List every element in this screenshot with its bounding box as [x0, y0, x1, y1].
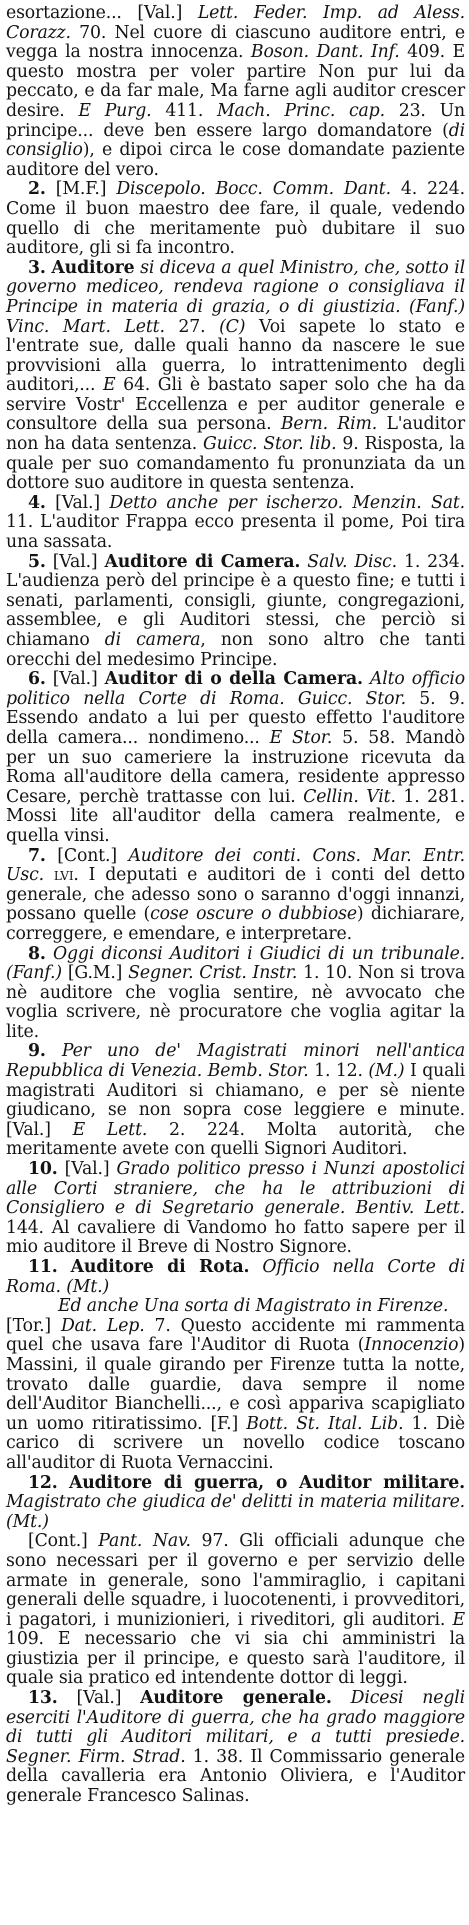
sense-number: 8.: [28, 943, 46, 964]
body-text: 109. E necessario che vi sia chi amministri la giustizia per il principe, e questo sarà l'auditore, il quale sia pratico ed intendente dottor di leggi.: [6, 1629, 465, 1689]
italic-text: Segner. Crist. Instr.: [128, 963, 298, 984]
body-text: 5. 9. Essendo andato a lui per questo effetto l'auditore della camera... nondimeno...: [6, 688, 465, 748]
italic-text: Bott. St. Ital. Lib.: [246, 1413, 404, 1434]
italic-text: (C): [219, 316, 246, 337]
entry-paragraph-p11b: [6, 1297, 465, 1317]
body-text: [44, 865, 54, 885]
body-text: 1. Diè carico di scrivere un novello codice toscano all'auditor di Ruota Vernaccini.: [6, 1413, 465, 1473]
body-text: ) dichiarare, correggere, e emendare, e interpretare.: [6, 904, 465, 944]
entry-paragraph-p6: [6, 670, 465, 846]
headword: Auditor di o della Camera.: [104, 669, 363, 690]
body-text: [Val.]: [57, 1688, 141, 1709]
sense-number: 13.: [28, 1688, 58, 1709]
sense-number: 10.: [28, 1159, 58, 1180]
italic-text: si diceva a quel Ministro, che, sotto il governo mediceo, rendeva ragione o consigliava il Principe in materia di grazia, o di giustizia. (Fanf.) Vinc. Mart. Lett.: [6, 257, 466, 337]
sense-number: 2.: [28, 179, 46, 200]
entry-paragraph-p13: [6, 1689, 465, 1807]
sense-number: 4.: [28, 492, 46, 513]
body-text: 27.: [164, 316, 220, 337]
body-text: 23. Un principe... deve ben essere largo domandatore (: [6, 100, 465, 141]
entry-paragraph-p12b: [6, 1532, 465, 1689]
body-text: [332, 1688, 351, 1708]
entry-paragraph-p4: [6, 494, 465, 553]
body-text: 1. 12.: [308, 1061, 369, 1082]
body-text: 411.: [151, 100, 218, 121]
entry-paragraph-p9: [6, 1042, 465, 1160]
italic-text: Lett. Feder. Imp. ad Aless. Corazz.: [6, 3, 465, 43]
sense-number: 11.: [28, 1257, 58, 1277]
body-text: ) Massini, il quale girando per Firenze tutta la notte, trovato dalle guardie, dava sempre il nome dell'Auditor Bianchelli..., e così appariva scapigliato un uomo ritiratissimo. [F.]: [6, 1335, 465, 1434]
body-text: L'auditor non ha data sentenza.: [6, 414, 465, 455]
italic-text: Discepolo. Bocc. Comm. Dant.: [116, 179, 391, 200]
italic-text: di consiglio: [6, 120, 465, 161]
body-text: esortazione... [Val.]: [6, 3, 198, 23]
italic-text: E Purg.: [78, 100, 152, 121]
body-text: [M.F.]: [45, 179, 117, 200]
body-text: [Cont.]: [28, 1531, 99, 1552]
italic-text: di camera: [104, 630, 201, 650]
entry-paragraph-p10: [6, 1160, 465, 1258]
italic-text: Grado politico presso i Nunzi apostolici alle Corti straniere, che ha le attribuzioni di Consigliero e di Segretario generale. Bentiv. Lett.: [6, 1159, 465, 1219]
entry-paragraph-p8: [6, 945, 465, 1043]
italic-text: Innocenzio: [364, 1335, 459, 1356]
italic-text: Alto officio politico nella Corte di Roma. Guicc. Stor.: [6, 669, 465, 709]
body-text: 409. E questo mostra per voler partire Non pur lui da peccato, e da far male, Ma farne agli auditor crescer desire.: [6, 42, 465, 121]
italic-text: Salv. Disc.: [307, 551, 398, 572]
italic-text: E: [452, 1609, 465, 1630]
sense-number: 5.: [28, 551, 46, 572]
body-text: 11. L'auditor Frappa ecco presenta il pome, Poi tira una sassata.: [6, 512, 465, 553]
headword: Auditore di Rota.: [70, 1257, 250, 1277]
italic-text: E: [102, 375, 116, 396]
smallcaps-text: lvi: [53, 865, 74, 886]
body-text: 1. 38. Il Commissario generale della cavalleria era Antonio Oliviera, e l'Auditor generale Francesco Salinas.: [6, 1746, 466, 1807]
body-text: . I deputati e auditori de i conti del detto generale, che adesso sono o saranno d'oggi innanzi, possano quelle (: [6, 865, 465, 925]
italic-text: Guicc. Stor. lib.: [202, 434, 337, 455]
body-text: [249, 1257, 262, 1277]
sense-number: 7.: [28, 845, 46, 866]
italic-text: Auditore dei conti. Cons. Mar. Entr. Usc.: [6, 845, 465, 886]
body-text: [46, 944, 53, 964]
body-text: I quali magistrati Auditori si chiamano, e per sè niente giudicano, se non sopra cose leggiere e minute. [Val.]: [6, 1061, 465, 1140]
body-text: 70. Nel cuore di ciascuno auditore entri, e vegga la nostra innocenza.: [6, 22, 465, 63]
body-text: 5. 58. Mandò per un suo cameriere la instruzione ricevuta da Roma all'auditore della camera, residente appresso Cesare, perchè trattasse con lui.: [6, 727, 465, 807]
entry-paragraph-p5: [6, 553, 465, 671]
italic-text: Mach. Princ. cap.: [217, 100, 385, 121]
body-text: 1. 10. Non si trova nè auditore che voglia sentire, nè avvocato che voglia scrivere, nè procuratore che voglia agitar la lite.: [6, 963, 465, 1042]
body-text: [363, 669, 370, 689]
sense-number: 3.: [28, 257, 46, 278]
sense-number: 9.: [28, 1041, 46, 1062]
headword: Auditore: [51, 257, 135, 278]
sense-number: 6.: [28, 669, 46, 690]
entry-paragraph-p2: [6, 180, 465, 258]
italic-text: Dicesi negli eserciti l'Auditore di guerra, che ha grado maggiore di tutti gli Auditori militari, e a tutti presiede. Segner. Firm. Strad.: [6, 1688, 465, 1767]
body-text: [Val.]: [45, 669, 105, 690]
body-text: [58, 1257, 71, 1277]
italic-text: Boson. Dant. Inf.: [250, 42, 400, 63]
body-text: , non sono altro che tanti orecchi del medesimo Principe.: [6, 630, 465, 670]
italic-text: Magistrato che giudica de' delitti in materia militare. (Mt.): [6, 1492, 465, 1532]
body-text: 9. Risposta, la quale per suo comandamento fu pronunziata da un dottore suo auditore in questa sentenza.: [6, 434, 465, 494]
body-text: ), e dipoi circa le cose domandate paziente auditore del vero.: [6, 140, 465, 180]
italic-text: Oggi diconsi Auditori i Giudici di un tribunale. (Fanf.): [6, 943, 466, 984]
italic-text: E Lett.: [72, 1119, 148, 1140]
italic-text: Pant. Nav.: [98, 1531, 191, 1552]
entry-paragraph-p11c: [6, 1317, 465, 1474]
italic-text: Dat. Lep.: [60, 1315, 145, 1336]
headword: Auditore generale.: [140, 1688, 332, 1709]
body-text: [Cont.]: [45, 845, 129, 866]
italic-text: Cellin. Vit.: [303, 786, 396, 807]
headword: Auditore di guerra, o Auditor militare.: [68, 1472, 465, 1493]
body-text: 4. 224. Come il buon maestro dee fare, il quale, vedendo quello di che meritamente può dubitare il suo auditore, gli si fa incontro.: [6, 179, 465, 259]
body-text: [58, 1473, 69, 1493]
italic-text: Per uno de' Magistrati minori nell'antica Repubblica di Venezia. Bemb. Stor.: [6, 1041, 466, 1082]
body-text: [Val.]: [45, 551, 105, 572]
italic-text: cose oscure o dubbiose: [150, 904, 357, 925]
body-text: [Tor.]: [6, 1315, 61, 1336]
body-text: 7. Questo accidente mi rammenta quel che usava fare l'Auditor di Ruota (: [6, 1315, 466, 1356]
body-text: 1. 234. L'audienza però del principe è a questo fine; e tutti i senati, parlamenti, consigli, giunte, congregazioni, assemblee, e gli Auditori stessi, che perciò si chiamano: [6, 551, 465, 650]
italic-text: Officio nella Corte di Roma. (Mt.): [6, 1257, 465, 1297]
italic-text: E Stor.: [269, 727, 333, 748]
body-text: [46, 1041, 62, 1061]
entry-paragraph-p3: [6, 259, 465, 494]
headword: Auditore di Camera.: [104, 551, 301, 572]
entry-paragraph-p0: [6, 4, 465, 180]
body-text: 2. 224. Molta autorità, che meritamente avete con quelli Signori Auditori.: [6, 1119, 465, 1160]
entry-paragraph-p7: [6, 847, 465, 945]
body-text: 144. Al cavaliere di Vandomo ho fatto sapere per il mio auditore il Breve di Nostro Signore.: [6, 1217, 465, 1258]
body-text: Voi sapete lo stato e l'entrate sue, dalle quali hanno da nascere le sue provvisioni alla guerra, lo intrattenimento degli auditori,...: [6, 316, 465, 396]
italic-text: Detto anche per ischerzo. Menzin. Sat.: [109, 492, 465, 513]
body-text: [Val.]: [45, 492, 110, 513]
entry-paragraph-p11: [6, 1258, 465, 1297]
body-text: 1. 281. Mossi lite all'auditor della camera realmente, e quella vinsi.: [6, 786, 465, 846]
entry-paragraph-p12: [6, 1474, 465, 1533]
body-text: [Val.]: [57, 1159, 117, 1180]
body-text: [G.M.]: [61, 963, 129, 984]
italic-text: (M.): [368, 1061, 405, 1082]
italic-text: Ed anche Una sorta di Magistrato in Firenze.: [58, 1296, 449, 1317]
sense-number: 12.: [28, 1472, 58, 1493]
body-text: 64. Gli è bastato saper solo che ha da servire Vostr' Eccellenza e per auditor generale e consultore della sua persona.: [6, 375, 465, 435]
body-text: 97. Gli officiali adunque che sono necessari per il governo e per servizio delle armate in generale, sono l'ammiraglio, i capitani generali delle squadre, i luocotenenti, i provveditori, i pagatori, i munizionieri, i riveditori, gli auditori.: [6, 1531, 465, 1630]
italic-text: Bern. Rim.: [280, 414, 378, 435]
